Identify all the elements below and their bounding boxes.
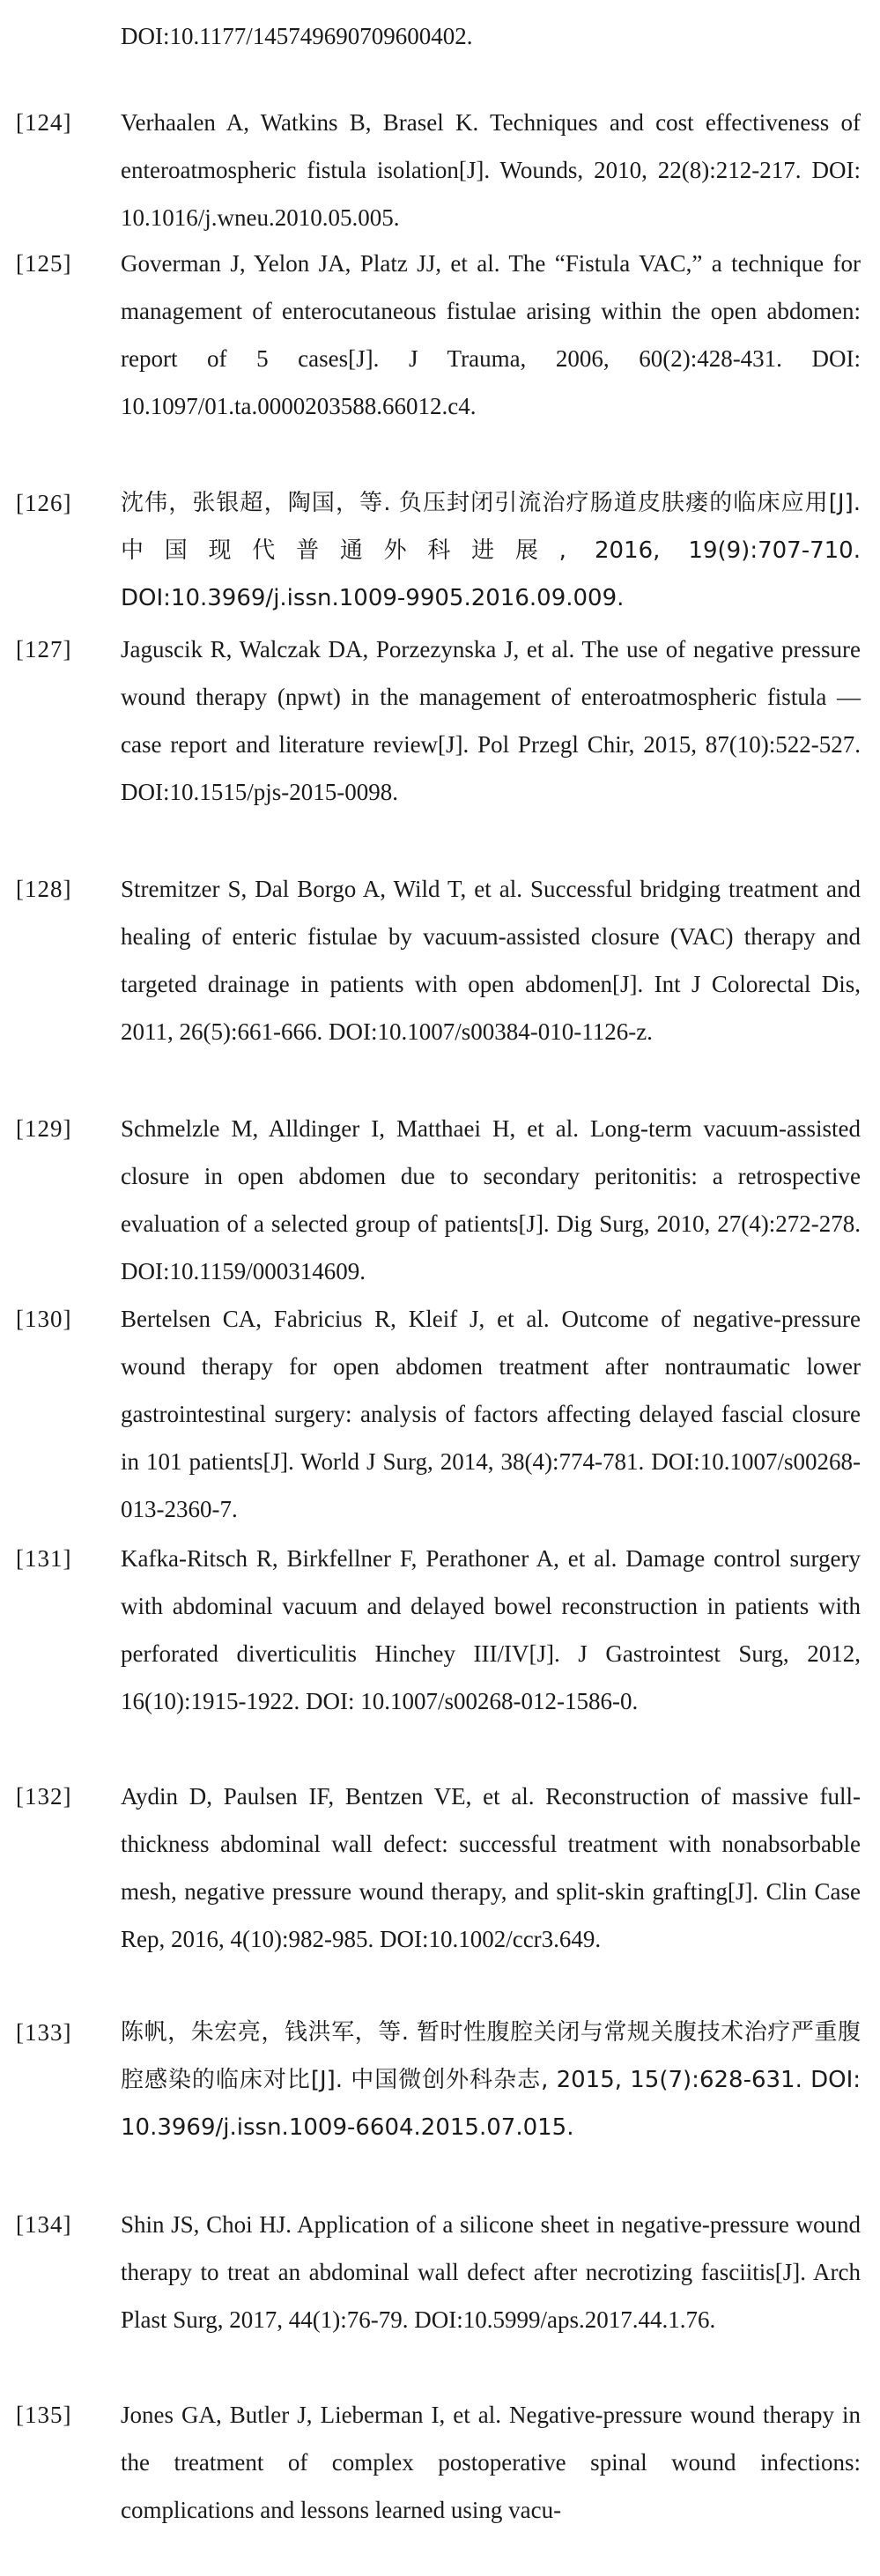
reference-text: Bertelsen CA, Fabricius R, Kleif J, et al. Outcome of negative-pressure wound therapy for open abdomen treatment after nontraumatic lower gastrointestinal surgery: analysis of factors affecting delayed fascial closure in 101 patients[J]. World J Surg, 2014, 38(4):774-781. DOI:10.1007/s00268-013-2360-7. bbox=[121, 1306, 861, 1522]
reference-text: Kafka-Ritsch R, Birkfellner F, Perathoner A, et al. Damage control surgery with abdominal vacuum and delayed bowel reconstruction in patients with perforated diverticulitis Hinchey III/IV[J]. J Gastrointest Surg, 2012, 16(10):1915-1922. DOI: 10.1007/s00268-012-1586-0. bbox=[121, 1545, 861, 1714]
reference-number: [124] bbox=[16, 109, 72, 136]
reference-number: [126] bbox=[16, 490, 72, 516]
reference-number: [132] bbox=[16, 1783, 72, 1810]
reference-continuation: DOI:10.1177/145749690709600402. bbox=[121, 23, 473, 49]
reference-text: Stremitzer S, Dal Borgo A, Wild T, et al. Successful bridging treatment and healing of enteric fistulae by vacuum-assisted closure (VAC) therapy and targeted drainage in patients with open abdomen[J]. Int J Colorectal Dis, 2011, 26(5):661-666. DOI:10.1007/s00384-010-1126-z. bbox=[121, 876, 861, 1045]
reference-text: Goverman J, Yelon JA, Platz JJ, et al. The “Fistula VAC,” a technique for management of enterocutaneous fistulae arising within the open abdomen: report of 5 cases[J]. J Trauma, 2006, 60(2):428-431. DOI: 10.1097/01.ta.0000203588.66012.c4. bbox=[121, 250, 861, 419]
reference-text: Jaguscik R, Walczak DA, Porzezynska J, et al. The use of negative pressure wound therapy (npwt) in the management of enteroatmospheric fistula — case report and literature review[J]. Pol Przegl Chir, 2015, 87(10):522-527. DOI:10.1515/pjs-2015-0098. bbox=[121, 636, 861, 805]
reference-number: [128] bbox=[16, 876, 72, 902]
reference-number: [131] bbox=[16, 1545, 72, 1572]
reference-number: [125] bbox=[16, 250, 72, 277]
reference-text: Shin JS, Choi HJ. Application of a silicone sheet in negative-pressure wound therapy to treat an abdominal wall defect after necrotizing fasciitis[J]. Arch Plast Surg, 2017, 44(1):76-79. DOI:10.5999/aps.2017.44.1.76. bbox=[121, 2211, 861, 2333]
reference-number: [130] bbox=[16, 1306, 72, 1332]
reference-text: Jones GA, Butler J, Lieberman I, et al. Negative-pressure wound therapy in the treatment of complex postoperative spinal wound infections: complications and lessons learned using vacu- bbox=[121, 2402, 861, 2523]
reference-number: [127] bbox=[16, 636, 72, 663]
reference-number: [135] bbox=[16, 2402, 72, 2428]
reference-number: [134] bbox=[16, 2211, 72, 2238]
reference-number: [129] bbox=[16, 1115, 72, 1142]
reference-number: [133] bbox=[16, 2019, 72, 2046]
reference-text: Verhaalen A, Watkins B, Brasel K. Techniques and cost effectiveness of enteroatmospheric fistula isolation[J]. Wounds, 2010, 22(8):212-217. DOI: 10.1016/j.wneu.2010.05.005. bbox=[121, 109, 861, 231]
reference-text: 陈帆，朱宏亮，钱洪军，等. 暂时性腹腔关闭与常规关腹技术治疗严重腹腔感染的临床对比[J]. 中国微创外科杂志, 2015, 15(7):628-631. DOI: 10.3969/j.issn.1009-6604.2015.07.015. bbox=[121, 2019, 861, 2141]
reference-text: 沈伟，张银超，陶国，等. 负压封闭引流治疗肠道皮肤瘘的临床应用[J]. 中国现代普通外科进展, 2016, 19(9):707-710. DOI:10.3969/j.issn.1009-9905.2016.09.009. bbox=[121, 490, 861, 611]
reference-text: Schmelzle M, Alldinger I, Matthaei H, et al. Long-term vacuum-assisted closure in open abdomen due to secondary peritonitis: a retrospective evaluation of a selected group of patients[J]. Dig Surg, 2010, 27(4):272-278. DOI:10.1159/000314609. bbox=[121, 1115, 861, 1284]
reference-text: Aydin D, Paulsen IF, Bentzen VE, et al. Reconstruction of massive full-thickness abdominal wall defect: successful treatment with nonabsorbable mesh, negative pressure wound therapy, and split-skin grafting[J]. Clin Case Rep, 2016, 4(10):982-985. DOI:10.1002/ccr3.649. bbox=[121, 1783, 861, 1952]
